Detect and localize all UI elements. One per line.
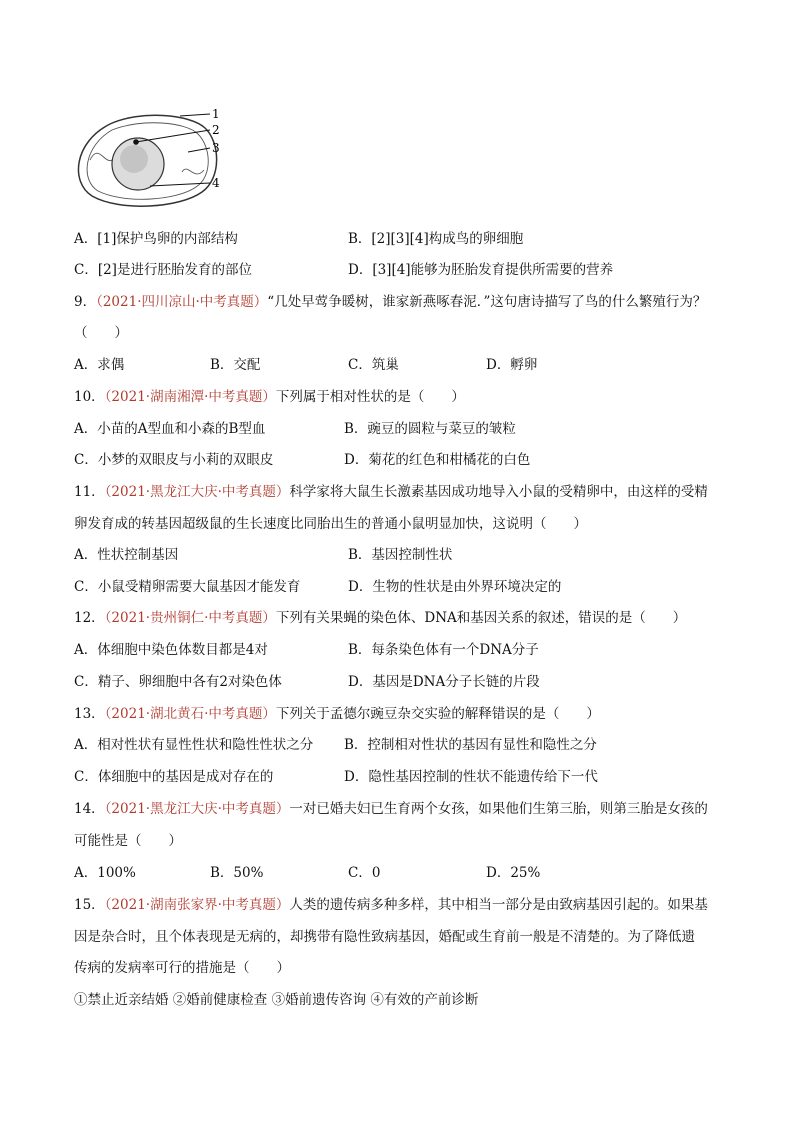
q15-stem-line3: 传病的发病率可行的措施是（ ） <box>74 960 290 976</box>
q9-text: “几处早莺争暖树，谁家新燕啄春泥．”这句唐诗描写了鸟的什么繁殖行为？ <box>267 294 707 310</box>
q11-number: 11． <box>74 484 105 500</box>
q12-source-tag: （2021·贵州铜仁·中考真题） <box>104 610 276 626</box>
q13-option-d: D．隐性基因控制的性状不能遗传给下一代 <box>344 769 598 785</box>
q10-number: 10． <box>74 389 105 405</box>
q9-blank: （ ） <box>74 325 128 341</box>
q9-option-a: A．求偶 <box>74 357 125 373</box>
q15-number: 15． <box>74 897 105 913</box>
q12-option-a: A．体细胞中染色体数目都是4对 <box>74 642 268 658</box>
q9-option-c: C．筑巢 <box>348 357 399 373</box>
q10-option-a: A．小苗的A型血和小森的B型血 <box>74 421 266 437</box>
q10-text: 下列属于相对性状的是（ ） <box>275 389 465 405</box>
q14-number: 14． <box>74 801 105 817</box>
figure-label-1: 1 <box>212 107 220 121</box>
q12-text: 下列有关果蝇的染色体、DNA和基因关系的叙述，错误的是（ ） <box>275 610 687 626</box>
q8-option-a: A．[1]保护鸟卵的内部结构 <box>74 231 238 247</box>
q13-stem <box>74 704 600 724</box>
q8-option-b: B．[2][3][4]构成鸟的卵细胞 <box>348 231 524 247</box>
q14-stem-line2: 可能性是（ ） <box>74 833 182 849</box>
q15-source-tag: （2021·湖南张家界·中考真题） <box>104 897 290 913</box>
bird-egg-diagram <box>70 100 240 220</box>
q9-stem <box>74 292 706 312</box>
figure-label-3: 3 <box>212 141 220 155</box>
q9-option-d: D．孵卵 <box>486 357 538 373</box>
q11-source-tag: （2021·黑龙江大庆·中考真题） <box>104 484 290 500</box>
figure-label-2: 2 <box>212 123 220 137</box>
q13-source-tag: （2021·湖北黄石·中考真题） <box>104 706 276 722</box>
q9-number: 9． <box>74 294 97 310</box>
q14-text-1: 一对已婚夫妇已生育两个女孩，如果他们生第三胎，则第三胎是女孩的 <box>289 801 708 817</box>
q12-option-c: C．精子、卵细胞中各有2对染色体 <box>74 674 282 690</box>
q10-option-d: D．菊花的红色和柑橘花的白色 <box>344 452 531 468</box>
q13-option-b: B．控制相对性状的基因有显性和隐性之分 <box>344 737 597 753</box>
figure-label-4: 4 <box>212 176 220 190</box>
q8-option-d: D．[3][4]能够为胚胎发育提供所需要的营养 <box>348 262 614 278</box>
q12-number: 12． <box>74 610 105 626</box>
q10-source-tag: （2021·湖南湘潭·中考真题） <box>104 389 276 405</box>
q11-stem-line1 <box>74 482 708 502</box>
q11-option-c: C．小鼠受精卵需要大鼠基因才能发育 <box>74 579 301 595</box>
q10-stem <box>74 387 465 407</box>
q15-stem-line2: 因是杂合时，且个体表现是无病的，却携带有隐性致病基因，婚配或生育前一般是不清楚的。为了降低遗 <box>74 929 695 945</box>
q12-option-b: B．每条染色体有一个DNA分子 <box>348 642 539 658</box>
q14-option-d: D．25% <box>486 865 541 881</box>
q11-option-b: B．基因控制性状 <box>348 547 453 563</box>
q11-option-d: D．生物的性状是由外界环境决定的 <box>348 579 562 595</box>
q9-option-b: B．交配 <box>210 357 261 373</box>
q14-option-c: C．0 <box>348 865 381 881</box>
q10-option-c: C．小梦的双眼皮与小莉的双眼皮 <box>74 452 274 468</box>
q8-option-c: C．[2]是进行胚胎发育的部位 <box>74 262 252 278</box>
q15-stem-line1 <box>74 895 708 915</box>
q11-text-1: 科学家将大鼠生长激素基因成功地导入小鼠的受精卵中，由这样的受精 <box>289 484 708 500</box>
q15-measures: ①禁止近亲结婚 ②婚前健康检查 ③婚前遗传咨询 ④有效的产前诊断 <box>74 992 479 1008</box>
q11-stem-line2: 卵发育成的转基因超级鼠的生长速度比同胎出生的普通小鼠明显加快，这说明（ ） <box>74 516 587 532</box>
q13-text: 下列关于孟德尔豌豆杂交实验的解释错误的是（ ） <box>275 706 600 722</box>
q14-stem-line1 <box>74 799 708 819</box>
q10-option-b: B．豌豆的圆粒与菜豆的皱粒 <box>344 421 516 437</box>
q13-number: 13． <box>74 706 105 722</box>
q14-option-b: B．50% <box>210 865 264 881</box>
q15-text-1: 人类的遗传病多种多样，其中相当一部分是由致病基因引起的。如果基 <box>289 897 708 913</box>
q12-option-d: D．基因是DNA分子长链的片段 <box>348 674 540 690</box>
q14-option-a: A．100% <box>74 865 136 881</box>
q14-source-tag: （2021·黑龙江大庆·中考真题） <box>104 801 290 817</box>
q9-source-tag: （2021·四川凉山·中考真题） <box>96 294 268 310</box>
q13-option-a: A．相对性状有显性性状和隐性性状之分 <box>74 737 314 753</box>
q11-option-a: A．性状控制基因 <box>74 547 179 563</box>
q12-stem <box>74 608 686 628</box>
q13-option-c: C．体细胞中的基因是成对存在的 <box>74 769 274 785</box>
